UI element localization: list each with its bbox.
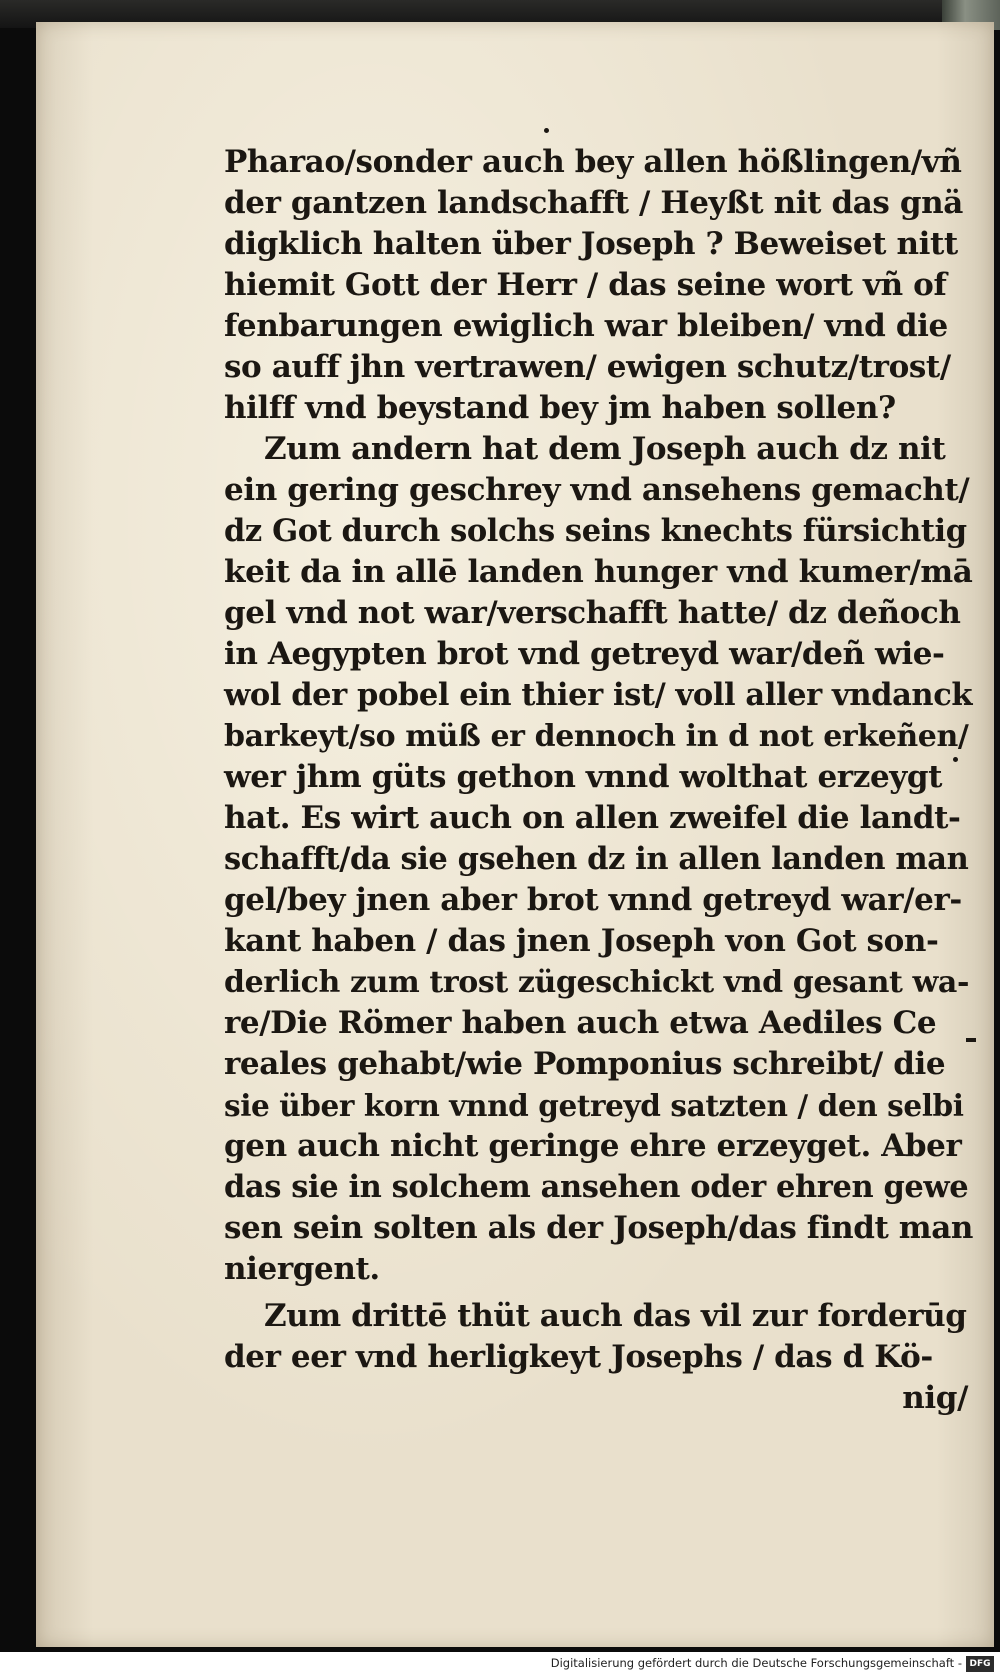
text-line: wol der pobel ein thier ist/ voll aller vndanck xyxy=(224,677,973,713)
text-line: gel vnd not war/verschafft hatte/ dz deñoch xyxy=(224,595,961,631)
text-line: schafft/da sie gsehen dz in allen landen man xyxy=(224,841,969,877)
margin-mark xyxy=(953,757,958,762)
text-line: reales gehabt/wie Pomponius schreibt/ die xyxy=(224,1046,946,1082)
ink-speck xyxy=(544,128,549,133)
text-line: kant haben / das jnen Joseph von Got son- xyxy=(224,923,939,959)
text-line: sie über korn vnnd getreyd satzten / den selbi xyxy=(224,1088,964,1123)
paragraph-start-line: Zum andern hat dem Joseph auch dz nit xyxy=(264,431,946,467)
text-line: der eer vnd herligkeyt Josephs / das d Kö- xyxy=(224,1339,933,1375)
dfg-logo: DFG xyxy=(966,1656,994,1672)
text-line: Pharao/sonder auch bey allen hößlingen/vñ xyxy=(224,144,962,180)
book-page xyxy=(36,22,994,1647)
text-line: gel/bey jnen aber brot vnnd getreyd war/er- xyxy=(224,882,962,918)
margin-mark xyxy=(966,1038,976,1042)
text-line: derlich zum trost zügeschickt vnd gesant wa- xyxy=(224,965,969,1000)
text-line: keit da in allē landen hunger vnd kumer/mā xyxy=(224,554,973,590)
text-line: barkeyt/so müß er dennoch in d not erkeñen/ xyxy=(224,719,969,754)
text-line: digklich halten über Joseph ? Beweiset nitt xyxy=(224,226,958,262)
text-line: fenbarungen ewiglich war bleiben/ vnd die xyxy=(224,308,948,344)
paragraph-start-line: Zum drittē thüt auch das vil zur forderūg xyxy=(264,1298,967,1334)
text-line: ein gering geschrey vnd ansehens gemacht/ xyxy=(224,472,970,508)
text-line: sen sein solten als der Joseph/das findt man xyxy=(224,1210,974,1246)
text-line: gen auch nicht geringe ehre erzeyget. Aber xyxy=(224,1128,962,1164)
text-line: hiemit Gott der Herr / das seine wort vñ of xyxy=(224,267,947,303)
page-text xyxy=(224,142,974,1419)
text-line: niergent. xyxy=(224,1251,380,1287)
text-line: dz Got durch solchs seins knechts fürsichtig xyxy=(224,513,967,549)
text-line: hilff vnd beystand bey jm haben sollen? xyxy=(224,390,896,426)
text-line: re/Die Römer haben auch etwa Aediles Ce xyxy=(224,1005,937,1041)
text-line: das sie in solchem ansehen oder ehren gewe xyxy=(224,1169,969,1205)
footer-bar xyxy=(0,1652,1000,1678)
text-line: der gantzen landschafft / Heyßt nit das gnä xyxy=(224,185,963,221)
footer-credit: Digitalisierung gefördert durch die Deutsche Forschungsgemeinschaft - xyxy=(550,1656,962,1670)
text-line: in Aegypten brot vnd getreyd war/deñ wie- xyxy=(224,636,945,672)
text-line: so auff jhn vertrawen/ ewigen schutz/trost/ xyxy=(224,349,951,385)
text-line: hat. Es wirt auch on allen zweifel die landt- xyxy=(224,800,961,836)
catchword: nig/ xyxy=(902,1380,968,1416)
text-line: wer jhm güts gethon vnnd wolthat erzeygt xyxy=(224,759,943,795)
